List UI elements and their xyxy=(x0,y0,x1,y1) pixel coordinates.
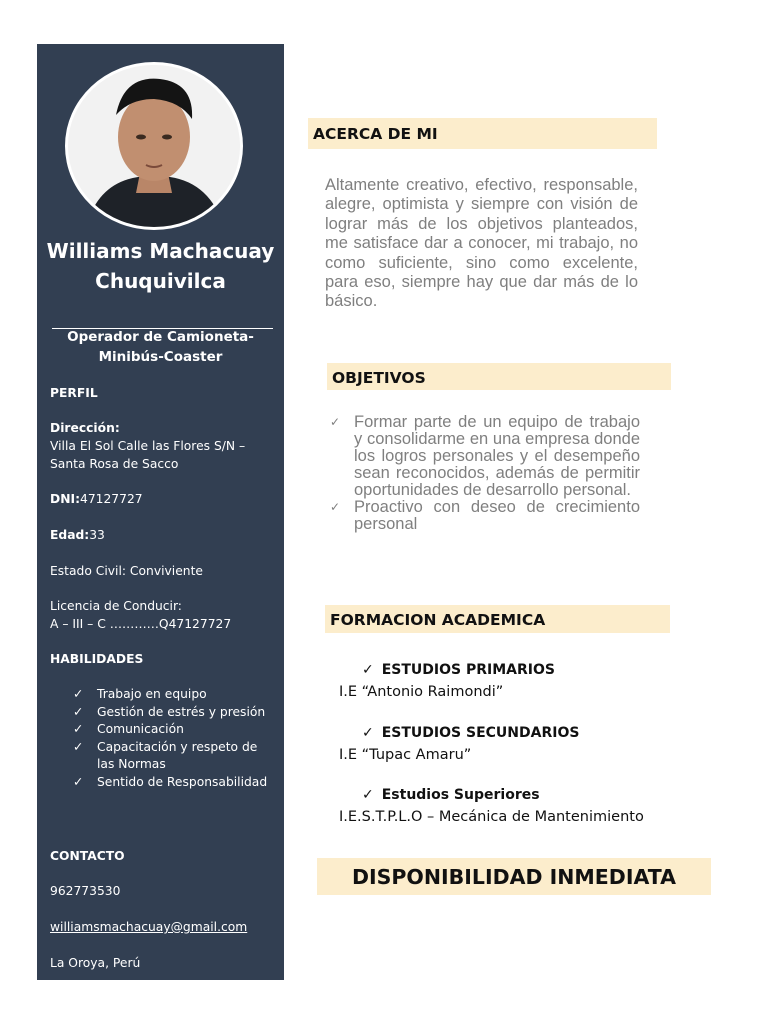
profile-photo xyxy=(65,62,243,230)
objetivos-list xyxy=(330,414,640,533)
direccion-value: Villa El Sol Calle las Flores S/N – Santa Rosa de Sacco xyxy=(50,439,246,471)
direccion-label: Dirección: xyxy=(50,421,120,435)
objetivos-heading: OBJETIVOS xyxy=(327,363,671,390)
habilidades-heading: HABILIDADES xyxy=(50,652,144,666)
candidate-name: Williams Machacuay Chuquivilca xyxy=(46,239,275,293)
dni-line: DNI:47127727 xyxy=(50,492,143,506)
estudios-primarios-school: I.E “Antonio Raimondi” xyxy=(339,684,504,700)
email-link[interactable]: williamsmachacuay@gmail.com xyxy=(50,920,248,934)
person-portrait-icon xyxy=(68,65,240,227)
estudios-secundarios-school: I.E “Tupac Amaru” xyxy=(339,747,472,763)
skill-item: ✓ Comunicación xyxy=(73,721,278,739)
formacion-heading: FORMACION ACADEMICA xyxy=(325,605,670,633)
contacto-heading: CONTACTO xyxy=(50,849,125,863)
about-heading: ACERCA DE MI xyxy=(308,118,657,149)
check-icon: ✓ xyxy=(73,774,84,789)
sidebar xyxy=(37,44,284,980)
licencia-label: Licencia de Conducir: xyxy=(50,599,182,613)
check-icon: ✓ xyxy=(330,500,341,514)
check-icon: ✓ xyxy=(362,787,374,803)
check-icon: ✓ xyxy=(73,704,84,719)
check-icon: ✓ xyxy=(73,722,84,736)
skills-list xyxy=(73,686,278,791)
licencia-value: A – III – C …………Q47127727 xyxy=(50,617,232,631)
skill-item: ✓ Capacitación y respeto de las Normas xyxy=(73,739,258,771)
disponibilidad-banner: DISPONIBILIDAD INMEDIATA xyxy=(317,858,711,895)
estado-civil: Estado Civil: Conviviente xyxy=(50,564,203,578)
estudios-secundarios-title: ✓ ESTUDIOS SECUNDARIOS xyxy=(362,725,580,741)
check-icon: ✓ xyxy=(362,725,374,741)
phone-number: 962773530 xyxy=(50,884,121,898)
skill-item: ✓ Gestión de estrés y presión xyxy=(73,704,278,722)
skill-item: ✓ Trabajo en equipo xyxy=(73,686,278,704)
candidate-role: Operador de Camioneta-Minibús-Coaster xyxy=(67,329,254,365)
estudios-superiores-title: ✓ Estudios Superiores xyxy=(362,787,540,803)
objetivo-item: ✓ Formar parte de un equipo de trabajo y consolidarme en una empresa donde los logros personales y el desempeño sean reconocidos, además de permitir oportunidades de desarrollo personal. xyxy=(330,413,640,499)
check-icon: ✓ xyxy=(73,687,84,701)
estudios-superiores-school: I.E.S.T.P.L.O – Mecánica de Mantenimiento xyxy=(339,809,644,825)
location: La Oroya, Perú xyxy=(50,956,141,970)
check-icon: ✓ xyxy=(330,415,341,429)
perfil-heading: PERFIL xyxy=(50,386,98,400)
about-text: Altamente creativo, efectivo, responsable, alegre, optimista y siempre con visión de lograr más de los objetivos planteados, me satisface dar a conocer, mi trabajo, no como suficiente, sino como excelente, para eso, siempre hay que dar más de lo básico. xyxy=(325,176,638,311)
check-icon: ✓ xyxy=(73,739,84,754)
edad-line: Edad:33 xyxy=(50,528,105,542)
check-icon: ✓ xyxy=(362,662,374,678)
estudios-primarios-title: ✓ ESTUDIOS PRIMARIOS xyxy=(362,662,555,678)
skill-item: ✓ Sentido de Responsabilidad xyxy=(73,774,278,792)
objetivo-item: ✓ Proactivo con deseo de crecimiento personal xyxy=(330,498,640,533)
